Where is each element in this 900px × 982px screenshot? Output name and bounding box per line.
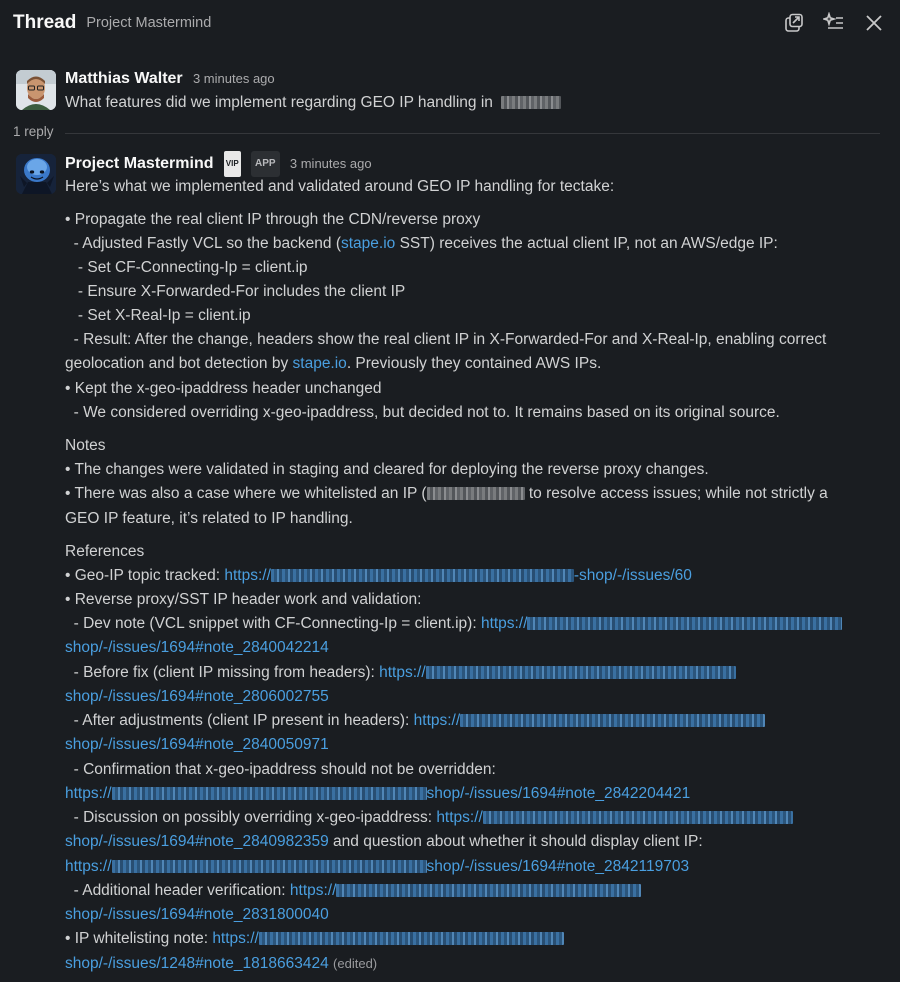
link-text[interactable]: https:// bbox=[65, 785, 112, 802]
redacted-text bbox=[501, 96, 561, 109]
text: - After adjustments (client IP present in headers): bbox=[65, 712, 414, 729]
reply-divider bbox=[65, 133, 880, 134]
text: Here’s what we implemented and validated around GEO IP handling for tectake: bbox=[65, 178, 615, 195]
issue-link[interactable] bbox=[65, 785, 690, 802]
issue-link[interactable]: shop/-/issues/1694#note_2840042214 bbox=[65, 639, 329, 656]
text: Notes bbox=[65, 437, 106, 454]
parent-message-header bbox=[65, 67, 275, 91]
list-item bbox=[65, 458, 709, 482]
message-body: What features did we implement regarding GEO IP handling in bbox=[65, 94, 493, 111]
list-item bbox=[65, 232, 778, 256]
list-item bbox=[65, 280, 405, 304]
link-text[interactable]: https:// bbox=[212, 930, 259, 947]
redacted-url[interactable] bbox=[336, 884, 641, 897]
text: . Previously they contained AWS IPs. bbox=[346, 355, 602, 372]
link-text[interactable]: https:// bbox=[65, 858, 112, 875]
list-item bbox=[65, 612, 842, 636]
redacted-ip bbox=[427, 487, 525, 500]
redacted-url[interactable] bbox=[426, 666, 736, 679]
link-text[interactable]: https:// bbox=[379, 664, 426, 681]
text: - Discussion on possibly overriding x-geo-ipaddress: bbox=[65, 809, 437, 826]
redacted-url[interactable] bbox=[259, 932, 564, 945]
list-item bbox=[65, 564, 692, 588]
stape-link[interactable]: stape.io bbox=[292, 355, 347, 372]
list-item bbox=[65, 806, 793, 830]
text: • Reverse proxy/SST IP header work and validation: bbox=[65, 591, 422, 608]
text: - Ensure X-Forwarded-For includes the client IP bbox=[65, 283, 406, 300]
issue-link[interactable] bbox=[65, 858, 689, 875]
link-text[interactable]: https:// bbox=[413, 712, 461, 729]
list-item bbox=[65, 401, 780, 425]
app-badge: APP bbox=[251, 151, 280, 177]
link-text[interactable]: https:// bbox=[289, 882, 337, 899]
stape-link[interactable]: stape.io bbox=[340, 235, 396, 252]
text: - Before fix (client IP missing from headers): bbox=[65, 664, 380, 681]
vip-badge: VIP bbox=[224, 151, 241, 177]
message-timestamp[interactable]: 3 minutes ago bbox=[289, 156, 372, 172]
text: - We considered overriding x-geo-ipaddress, but decided not to. It remains based on its original source. bbox=[65, 404, 780, 421]
text: geolocation and bot detection by bbox=[65, 355, 293, 372]
issue-link[interactable]: shop/-/issues/1694#note_2840982359 bbox=[65, 833, 329, 850]
issue-link[interactable] bbox=[212, 930, 564, 947]
list-item bbox=[65, 927, 564, 951]
reply-intro bbox=[65, 175, 614, 199]
app-avatar[interactable] bbox=[16, 154, 56, 194]
list-item bbox=[65, 636, 329, 660]
link-text[interactable]: shop/-/issues/1694#note_2842119703 bbox=[426, 858, 690, 875]
link-text[interactable]: shop/-/issues/1694#note_2842204421 bbox=[426, 785, 691, 802]
references-heading bbox=[65, 540, 144, 564]
text: GEO IP feature, it’s related to IP handling. bbox=[65, 510, 353, 527]
issue-link[interactable] bbox=[436, 809, 793, 826]
list-item bbox=[65, 733, 329, 757]
text: SST) receives the actual client IP, not an AWS/edge IP: bbox=[395, 235, 778, 252]
list-item bbox=[65, 685, 329, 709]
issue-link[interactable]: shop/-/issues/1248#note_1818663424 bbox=[65, 955, 329, 972]
redacted-url[interactable] bbox=[527, 617, 842, 630]
redacted-url[interactable] bbox=[112, 787, 427, 800]
text: - Result: After the change, headers show the real client IP in X-Forwarded-For and X-Real-Ip, enabling correct bbox=[65, 331, 827, 348]
redacted-url[interactable] bbox=[483, 811, 793, 824]
list-item bbox=[65, 830, 703, 854]
header-actions bbox=[782, 11, 886, 35]
redacted-url[interactable] bbox=[112, 860, 427, 873]
text: • IP whitelisting note: bbox=[65, 930, 213, 947]
issue-link[interactable] bbox=[481, 615, 843, 632]
text: - Additional header verification: bbox=[65, 882, 290, 899]
text: • Geo-IP topic tracked: bbox=[65, 567, 225, 584]
text: References bbox=[65, 543, 145, 560]
issue-link[interactable]: shop/-/issues/1694#note_2840050971 bbox=[65, 736, 329, 753]
close-icon[interactable] bbox=[862, 11, 886, 35]
text: - Dev note (VCL snippet with CF-Connecting-Ip = client.ip): bbox=[65, 615, 481, 632]
text: to resolve access issues; while not strictly a bbox=[524, 485, 828, 502]
list-item bbox=[65, 879, 641, 903]
text: and question about whether it should display client IP: bbox=[328, 833, 703, 850]
text: • The changes were validated in staging and cleared for deploying the reverse proxy changes. bbox=[65, 461, 709, 478]
message-author[interactable]: Project Mastermind bbox=[65, 155, 214, 173]
list-item bbox=[65, 256, 308, 280]
list-item bbox=[65, 709, 765, 733]
link-text[interactable]: -shop/-/issues/60 bbox=[573, 567, 692, 584]
text: • Propagate the real client IP through the CDN/reverse proxy bbox=[65, 211, 481, 228]
thread-header bbox=[0, 0, 900, 46]
message-timestamp[interactable]: 3 minutes ago bbox=[192, 71, 275, 86]
text: • There was also a case where we whitelisted an IP ( bbox=[65, 485, 427, 502]
issue-link[interactable]: shop/-/issues/1694#note_2806002755 bbox=[65, 688, 329, 705]
notes-heading bbox=[65, 434, 106, 458]
reply-count: 1 reply bbox=[13, 124, 54, 139]
edited-label: (edited) bbox=[333, 956, 378, 971]
text: - Set X-Real-Ip = client.ip bbox=[65, 307, 251, 324]
channel-name[interactable]: Project Mastermind bbox=[86, 15, 212, 31]
list-item bbox=[65, 328, 826, 352]
list-item bbox=[65, 507, 353, 531]
text: - Confirmation that x-geo-ipaddress should not be overridden: bbox=[65, 761, 496, 778]
text: - Set CF-Connecting-Ip = client.ip bbox=[65, 259, 308, 276]
list-item bbox=[65, 482, 828, 506]
text: • Kept the x-geo-ipaddress header unchanged bbox=[65, 380, 382, 397]
list-item bbox=[65, 208, 480, 232]
issue-link[interactable]: shop/-/issues/1694#note_2831800040 bbox=[65, 906, 329, 923]
list-item bbox=[65, 377, 382, 401]
sparkle-list-icon[interactable] bbox=[822, 11, 846, 35]
issue-link[interactable] bbox=[290, 882, 642, 899]
list-item bbox=[65, 855, 689, 879]
avatar[interactable] bbox=[16, 70, 56, 110]
message-author[interactable]: Matthias Walter bbox=[65, 70, 183, 87]
issue-link[interactable] bbox=[224, 567, 692, 584]
issue-link[interactable] bbox=[379, 664, 736, 681]
open-in-window-icon[interactable] bbox=[782, 11, 806, 35]
list-item bbox=[65, 952, 377, 976]
list-item bbox=[65, 758, 496, 782]
link-text[interactable]: https:// bbox=[224, 567, 271, 584]
link-text[interactable]: https:// bbox=[436, 809, 483, 826]
list-item bbox=[65, 304, 251, 328]
link-text[interactable]: https:// bbox=[480, 615, 528, 632]
thread-title: Thread bbox=[13, 12, 77, 33]
redacted-url[interactable] bbox=[271, 569, 574, 582]
reply-header bbox=[65, 151, 372, 177]
list-item bbox=[65, 352, 601, 376]
list-item bbox=[65, 661, 736, 685]
redacted-url[interactable] bbox=[460, 714, 765, 727]
list-item bbox=[65, 782, 690, 806]
issue-link[interactable] bbox=[414, 712, 766, 729]
text: - Adjusted Fastly VCL so the backend ( bbox=[65, 235, 341, 252]
list-item bbox=[65, 588, 421, 612]
list-item bbox=[65, 903, 329, 927]
parent-message-text bbox=[65, 91, 561, 115]
